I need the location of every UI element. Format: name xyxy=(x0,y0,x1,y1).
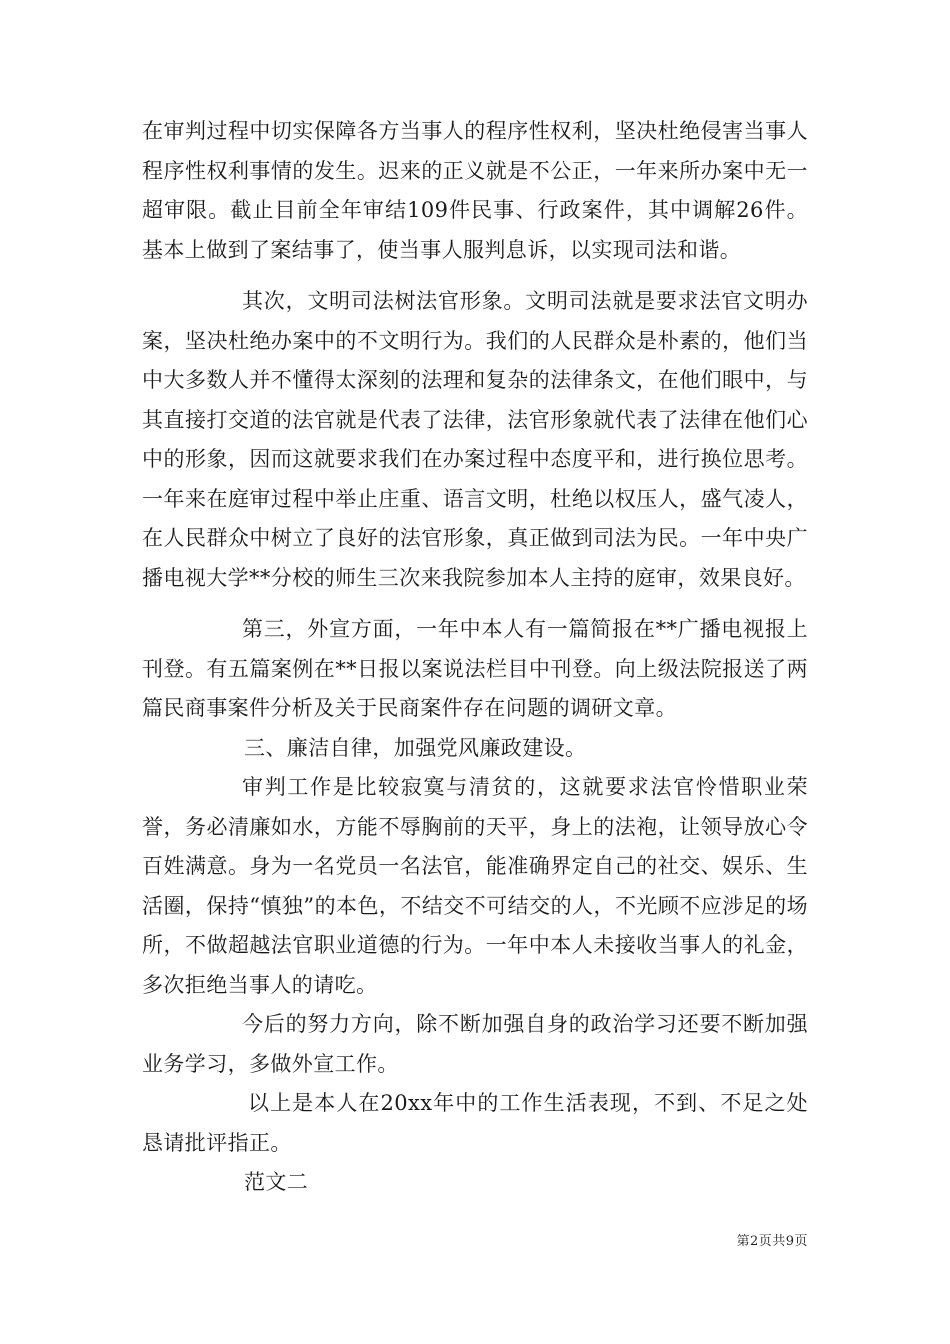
document-body xyxy=(142,112,808,1203)
paragraph-future-direction: 今后的努力方向，除不断加强自身的政治学习还要不断加强业务学习，多做外宣工作。 xyxy=(142,1012,808,1076)
paragraph-gap xyxy=(142,598,808,610)
paragraph-procedural-rights: 在审判过程中切实保障各方当事人的程序性权利，坚决杜绝侵害当事人程序性权利事情的发生。迟来的正义就是不公正，一年来所办案中无一超审限。截止目前全年审结109件民事、行政案件，其中调解26件。基本上做到了案结事了，使当事人服判息诉，以实现司法和谐。 xyxy=(142,119,808,262)
paragraph-gap xyxy=(142,270,808,282)
paragraph-integrity: 审判工作是比较寂寞与清贫的，这就要求法官怜惜职业荣誉，务必清廉如水，方能不辱胸前的天平，身上的法袍，让领导放心令百姓满意。身为一名党员一名法官，能准确界定自己的社交、娱乐、生活圈，保持“慎独”的本色，不结交不可结交的人，不光顾不应涉足的场所，不做超越法官职业道德的行为。一年中本人未接收当事人的礼金，多次拒绝当事人的请吃。 xyxy=(142,775,808,997)
section-heading-sample-two: 范文二 xyxy=(244,1170,309,1194)
paragraph-civilized-justice: 其次，文明司法树法官形象。文明司法就是要求法官文明办案，坚决杜绝办案中的不文明行为。我们的人民群众是朴素的，他们当中大多数人并不懂得太深刻的法理和复杂的法律条文，在他们眼中，与其直接打交道的法官就是代表了法律，法官形象就代表了法律在他们心中的形象，因而这就要求我们在办案过程中态度平和，进行换位思考。一年来在庭审过程中举止庄重、语言文明，杜绝以权压人，盛气凌人，在人民群众中树立了良好的法官形象，真正做到司法为民。一年中央广播电视大学**分校的师生三次来我院参加本人主持的庭审，效果良好。 xyxy=(142,289,808,590)
paragraph-publicity: 第三，外宣方面，一年中本人有一篇简报在**广播电视报上刊登。有五篇案例在**日报以案说法栏目中刊登。向上级法院报送了两篇民商事案件分析及关于民商案件存在问题的调研文章。 xyxy=(142,617,808,720)
page-number: 第2页共9页 xyxy=(736,1234,808,1249)
section-heading-integrity: 三、廉洁自律，加强党风廉政建设。 xyxy=(244,735,587,760)
paragraph-conclusion: 以上是本人在20xx年中的工作生活表现，不到、不足之处恳请批评指正。 xyxy=(142,1091,808,1155)
